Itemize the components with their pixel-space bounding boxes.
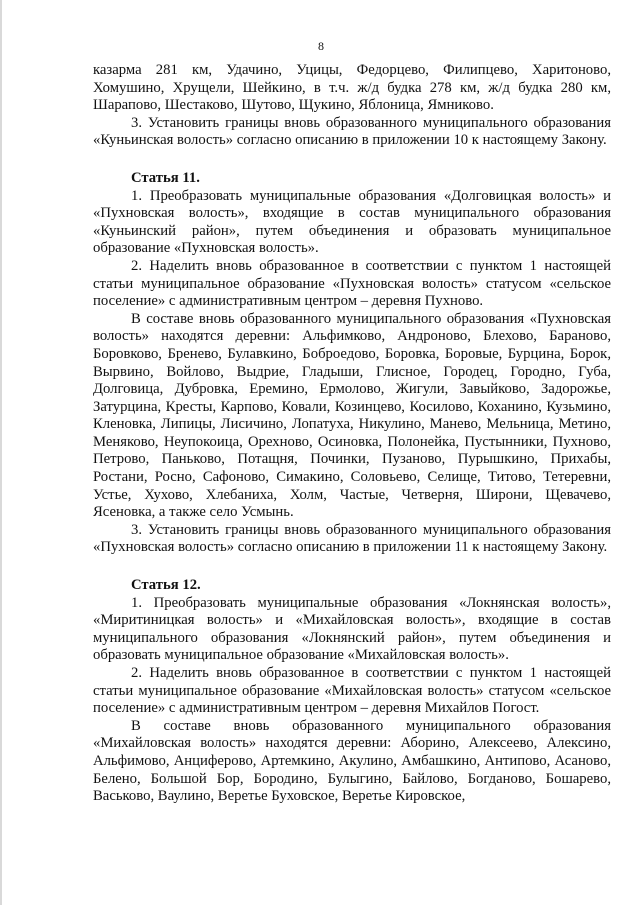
article-11-paragraph-1: 1. Преобразовать муниципальные образования «Долговицкая волость» и «Пухновская волость», входящие в состав муниципального образования «Куньинский район», путем объединения и образовать муниципальное образование «Пухновская волость». bbox=[93, 187, 611, 257]
article-11-paragraph-4: 3. Установить границы вновь образованного муниципального образования «Пухновская волость» согласно описанию в приложении 11 к настоящему Закону. bbox=[93, 521, 611, 556]
article-11-heading: Статья 11. bbox=[131, 169, 200, 186]
article-12-paragraph-1: 1. Преобразовать муниципальные образования «Локнянская волость», «Миритиницкая волость» и «Михайловская волость», входящие в состав муниципального образования «Локнянский район», путем объединения и образовать муниципальное образование «Михайловская волость». bbox=[93, 594, 611, 664]
intro-paragraph-1: казарма 281 км, Удачино, Уцицы, Федорцево, Филипцево, Харитоново, Хомушино, Хрущели, Шейкино, в т.ч. ж/д будка 278 км, ж/д будка 280 км, Шарапово, Шестаково, Шутово, Щукино, Яблоница, Ямниково. bbox=[93, 62, 611, 114]
document-body bbox=[93, 62, 611, 806]
article-12-paragraph-3: В составе вновь образованного муниципального образования «Михайловская волость» находятся деревни: Аборино, Алексеево, Алексино, Альфимово, Анциферово, Артемкино, Акулино, Амбашкино, Антипово, Асаново, Белено, Большой Бор, Бородино, Булыгино, Байлово, Богданово, Бошарево, Васьково, Ваулино, Веретье Буховское, Веретье Кировское, bbox=[93, 717, 611, 805]
article-12-heading: Статья 12. bbox=[131, 577, 201, 594]
article-11-paragraph-3: В составе вновь образованного муниципального образования «Пухновская волость» находятся деревни: Альфимково, Андроново, Блехово, Бараново, Боровково, Бренево, Булавкино, Боброедово, Боровка, Боровые, Бурцина, Борок, Вырвино, Войлово, Выдрие, Гладыши, Глисное, Городец, Городно, Губа, Долговица, Дубровка, Еремино, Ермолово, Жигули, Завыйково, Задорожье, Затурцина, Кресты, Карпово, Ковали, Козинцево, Косилово, Коханино, Кузьмино, Кленовка, Липицы, Лисичино, Лопатуха, Никулино, Манево, Мельница, Метино, Меняково, Неупокоица, Орехново, Осиновка, Полонейка, Пустынники, Пухново, Петрово, Паньково, Потащня, Починки, Пузаново, Пурышкино, Прихабы, Ростани, Росно, Сафоново, Симакино, Соловьево, Селище, Титово, Тетеревни, Устье, Хухово, Хлебаниха, Холм, Частые, Четверня, Широни, Щевачево, Ясеновка, а также село Усмынь. bbox=[93, 310, 611, 521]
page-number: 8 bbox=[318, 39, 324, 53]
article-12-paragraph-2: 2. Наделить вновь образованное в соответствии с пунктом 1 настоящей статьи муниципальное образование «Михайловская волость» статусом «сельское поселение» с административным центром – деревня Михайлов Погост. bbox=[93, 665, 611, 717]
intro-paragraph-2: 3. Установить границы вновь образованного муниципального образования «Куньинская волость» согласно описанию в приложении 10 к настоящему Закону. bbox=[93, 114, 611, 149]
article-11-paragraph-2: 2. Наделить вновь образованное в соответствии с пунктом 1 настоящей статьи муниципальное образование «Пухновская волость» статусом «сельское поселение» с административным центром – деревня Пухново. bbox=[93, 257, 611, 310]
